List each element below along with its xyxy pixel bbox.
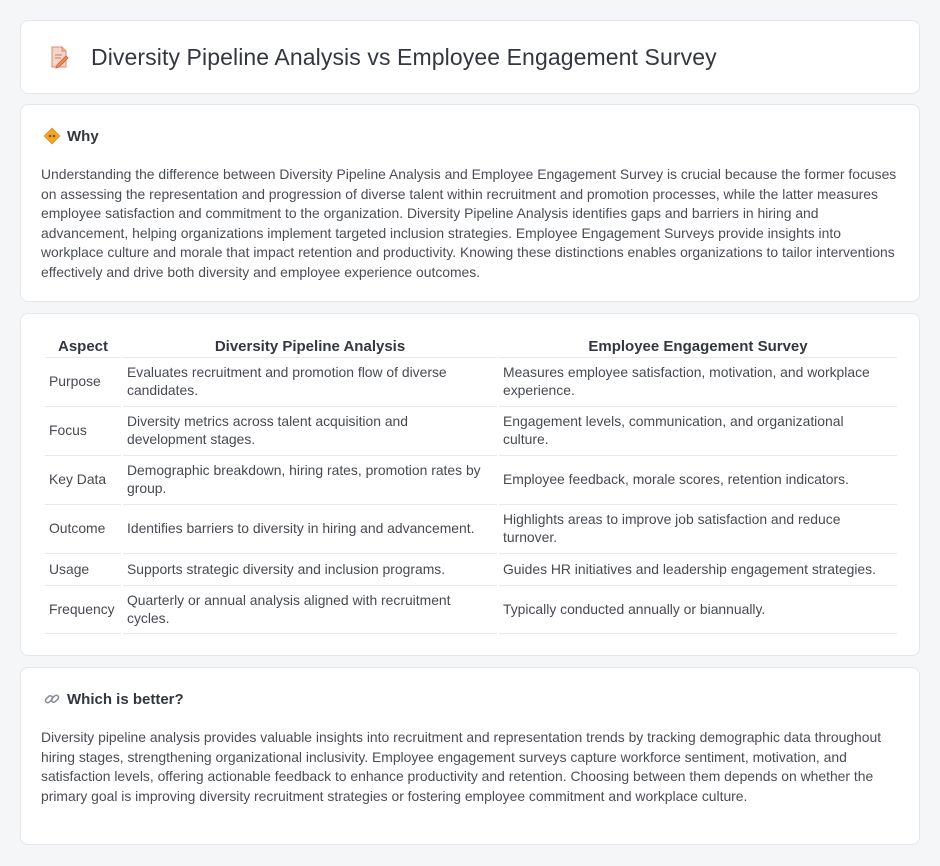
row-aspect: Usage <box>45 554 121 586</box>
header-diversity-pipeline: Diversity Pipeline Analysis <box>123 336 497 358</box>
row-ees: Engagement levels, communication, and organizational culture. <box>499 407 897 456</box>
row-dpa: Diversity metrics across talent acquisition and development stages. <box>123 407 497 456</box>
row-ees: Measures employee satisfaction, motivation, and workplace experience. <box>499 358 897 407</box>
row-ees: Typically conducted annually or biannually. <box>499 586 897 634</box>
row-aspect: Purpose <box>45 358 121 407</box>
table-row <box>45 358 897 407</box>
header-engagement-survey: Employee Engagement Survey <box>499 336 897 358</box>
row-aspect: Frequency <box>45 586 121 634</box>
table-row <box>45 586 897 634</box>
table-row <box>45 505 897 554</box>
why-title: Why <box>67 127 99 145</box>
row-dpa: Quarterly or annual analysis aligned with recruitment cycles. <box>123 586 497 634</box>
why-section <box>20 104 920 302</box>
row-aspect: Key Data <box>45 456 121 505</box>
why-text: Understanding the difference between Diversity Pipeline Analysis and Employee Engagement Survey is crucial because the former focuses on assessing the representation and progression of diverse talent within recruitment and promotion processes, while the latter measures employee satisfaction and commitment to the organization. Diversity Pipeline Analysis identifies gaps and barriers in hiring and advancement, helping organizations implement targeted inclusion strategies. Employee Engagement Surveys provide insights into workplace culture and morale that impact retention and productivity. Knowing these distinctions enables organizations to tailor interventions effectively and drive both diversity and employee experience outcomes. <box>41 166 897 280</box>
row-ees: Employee feedback, morale scores, retention indicators. <box>499 456 897 505</box>
table-header-row <box>45 336 897 358</box>
row-dpa: Identifies barriers to diversity in hiring and advancement. <box>123 505 497 554</box>
comparison-section <box>20 313 920 656</box>
row-dpa: Evaluates recruitment and promotion flow of diverse candidates. <box>123 358 497 407</box>
table-row <box>45 456 897 505</box>
row-dpa: Demographic breakdown, hiring rates, promotion rates by group. <box>123 456 497 505</box>
link-icon <box>43 690 61 708</box>
document-pencil-icon <box>47 45 71 69</box>
header-aspect: Aspect <box>45 336 121 358</box>
row-dpa: Supports strategic diversity and inclusion programs. <box>123 554 497 586</box>
row-aspect: Focus <box>45 407 121 456</box>
header-card <box>20 20 920 94</box>
row-aspect: Outcome <box>45 505 121 554</box>
page-title: Diversity Pipeline Analysis vs Employee Engagement Survey <box>91 43 717 70</box>
row-ees: Guides HR initiatives and leadership engagement strategies. <box>499 554 897 586</box>
comparison-table <box>43 336 899 634</box>
table-row <box>45 554 897 586</box>
which-better-section <box>20 667 920 845</box>
table-row <box>45 407 897 456</box>
which-better-title: Which is better? <box>67 690 184 708</box>
which-better-text: Diversity pipeline analysis provides valuable insights into recruitment and representation trends by tracking demographic data throughout hiring stages, strengthening organizational inclusivity. Employee engagement surveys capture workforce sentiment, motivation, and satisfaction levels, offering actionable feedback to enhance productivity and retention. Choosing between them depends on whether the primary goal is improving diversity recruitment strategies or fostering employee commitment and workplace culture. <box>41 729 882 804</box>
diamond-sign-icon <box>43 127 61 145</box>
row-ees: Highlights areas to improve job satisfaction and reduce turnover. <box>499 505 897 554</box>
